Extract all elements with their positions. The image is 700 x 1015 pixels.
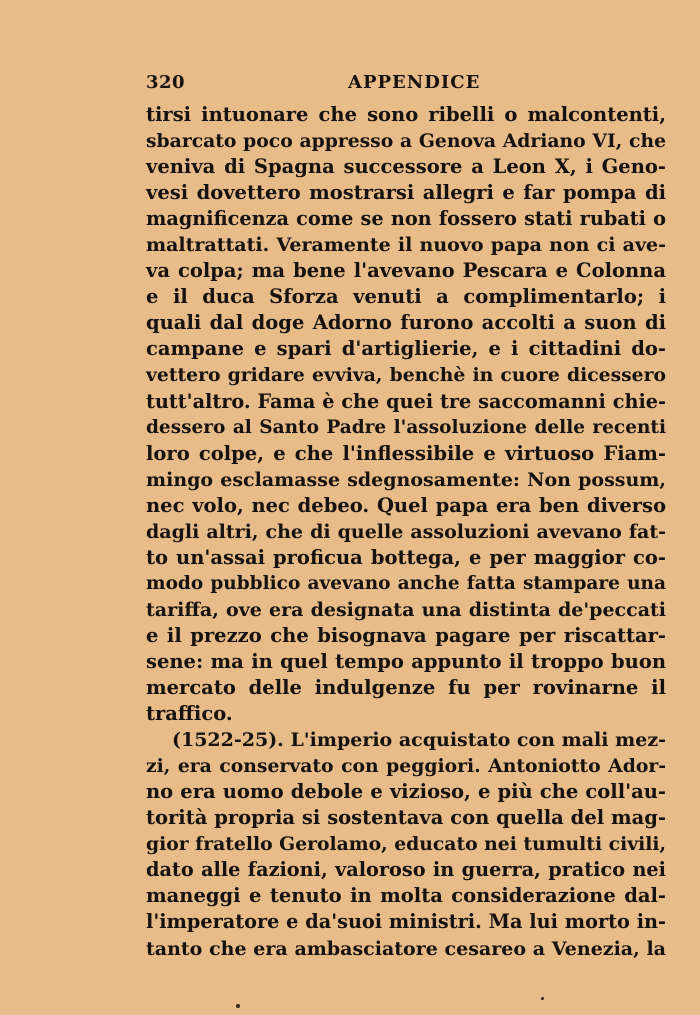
text-line: nec volo, nec debeo. Quel papa era ben diverso — [146, 493, 666, 517]
paragraph-2 — [146, 727, 666, 961]
text-line: gior fratello Gerolamo, educato nei tumulti civili, — [146, 833, 666, 856]
text-line: sbarcato poco appresso a Genova Adriano VI, che — [146, 130, 666, 153]
running-head: APPENDICE — [348, 72, 481, 93]
text-line: tutt'altro. Fama è che quei tre saccomanni chie- — [146, 389, 666, 413]
text-line: vesi dovettero mostrarsi allegri e far pompa di — [146, 181, 666, 205]
print-speck — [236, 1004, 240, 1008]
text-line: va colpa; ma bene l'avevano Pescara e Colonna — [146, 259, 666, 283]
text-line: tanto che era ambasciatore cesareo a Venezia, la — [146, 937, 666, 960]
text-line: maltrattati. Veramente il nuovo papa non ci ave- — [146, 234, 666, 257]
paragraph-1 — [146, 102, 666, 727]
text-line: mingo esclamasse sdegnosamente: Non possum, — [146, 468, 666, 491]
page-number: 320 — [146, 72, 186, 93]
text-line: to un'assai proficua bottega, e per maggior co- — [146, 545, 666, 569]
text-line: sene: ma in quel tempo appunto il troppo buon — [146, 649, 666, 673]
text-line: maneggi e tenuto in molta considerazione dal- — [146, 884, 666, 908]
text-line: dessero al Santo Padre l'assoluzione delle recenti — [146, 416, 666, 438]
text-line: modo pubblico avevano anche fatta stampare una — [146, 572, 666, 594]
text-line: traffico. — [146, 702, 233, 726]
text-line: e il duca Sforza venuti a complimentarlo; i — [146, 285, 666, 309]
text-line: torità propria si sostentava con quella del mag- — [146, 806, 666, 830]
text-line: veniva di Spagna successore a Leon X, i Geno- — [146, 155, 666, 179]
text-line: tariffa, ove era designata una distinta de'peccati — [146, 598, 666, 621]
print-speck — [541, 997, 544, 1000]
text-line: campane e spari d'artiglierie, e i cittadini do- — [146, 337, 666, 361]
text-line: zi, era conservato con peggiori. Antoniotto Ador- — [146, 755, 666, 778]
text-line: no era uomo debole e vizioso, e più che coll'au- — [146, 780, 666, 804]
text-line: loro colpe, e che l'inflessibile e virtuoso Fiam- — [146, 441, 666, 465]
text-line: quali dal doge Adorno furono accolti a suon di — [146, 311, 666, 335]
page-header — [146, 72, 666, 100]
text-line: (1522-25). L'imperio acquistato con mali mez- — [172, 729, 666, 752]
text-line: magnificenza come se non fossero stati rubati o — [146, 207, 666, 231]
body-text — [146, 102, 666, 962]
text-line: e il prezzo che bisognava pagare per riscattar- — [146, 623, 666, 647]
text-line: vettero gridare evviva, benchè in cuore dicessero — [146, 364, 666, 387]
text-line: dagli altri, che di quelle assoluzioni avevano fat- — [146, 520, 666, 543]
text-line: tirsi intuonare che sono ribelli o malcontenti, — [146, 103, 666, 126]
text-line: dato alle fazioni, valoroso in guerra, pratico nei — [146, 858, 666, 882]
text-line: mercato delle indulgenze fu per rovinarne il — [146, 676, 666, 700]
text-line: l'imperatore e da'suoi ministri. Ma lui morto in- — [146, 910, 666, 934]
